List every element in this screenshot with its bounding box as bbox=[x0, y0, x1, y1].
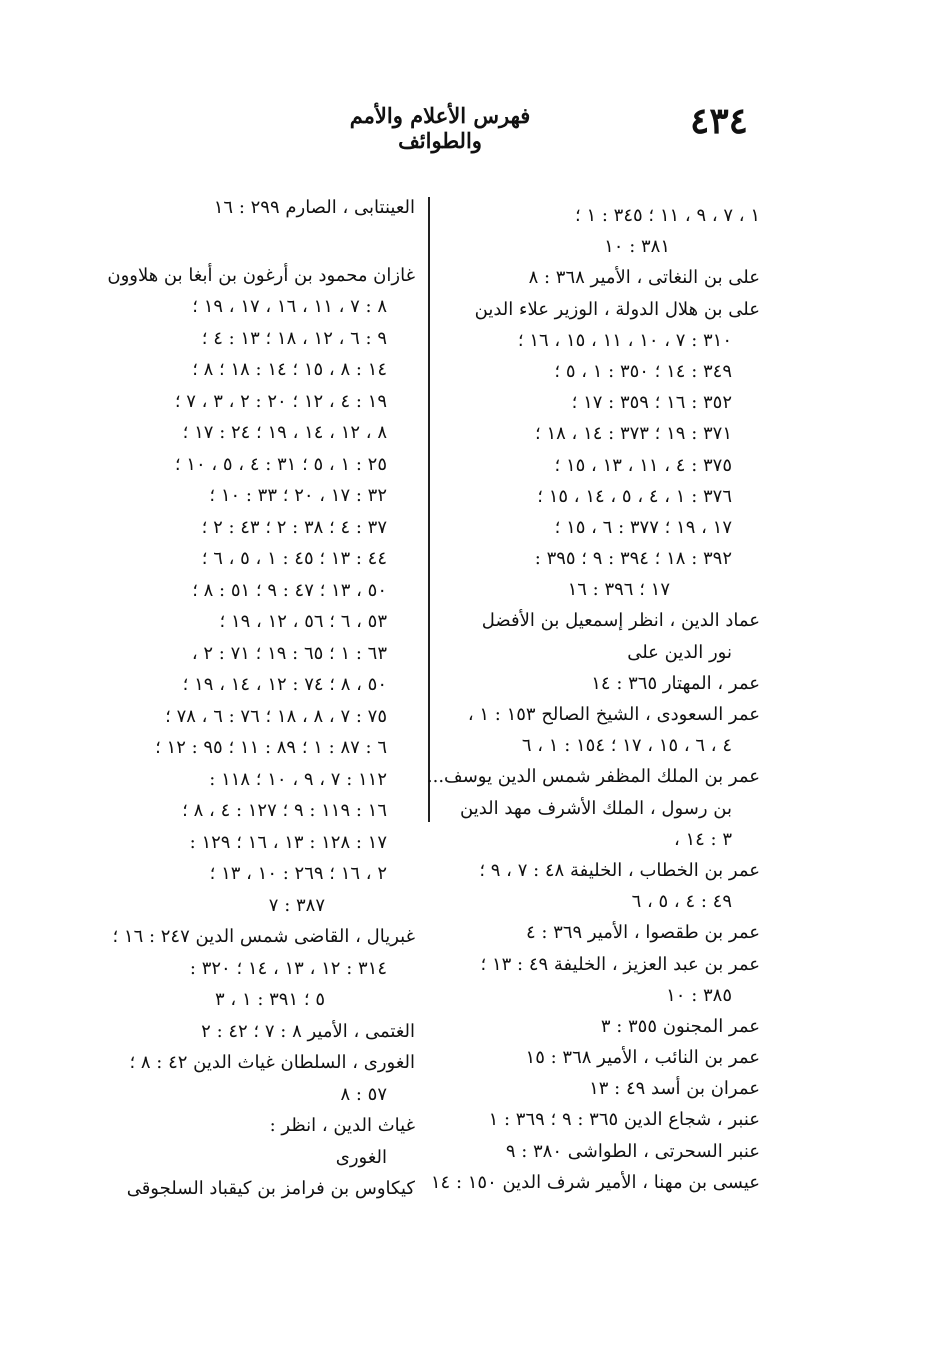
index-line: ٣٨٥ : ١٠ bbox=[666, 984, 732, 1006]
index-entry: عنبر ، شجاع الدين ٣٦٥ : ٩ ؛ ٣٦٩ : ١ bbox=[488, 1109, 760, 1131]
index-line: ٥٧ : ٨ bbox=[340, 1083, 387, 1105]
page-title: فهرس الأعلام والأمم والطوائف bbox=[349, 103, 531, 153]
index-line: ١٧ ، ١٩ ؛ ٣٧٧ : ٦ ، ١٥ ؛ bbox=[554, 516, 732, 538]
index-entry: عمر ، المهتار ٣٦٥ : ١٤ bbox=[591, 672, 760, 694]
index-line: ٤٩ : ٤ ، ٥ ، ٦ bbox=[631, 891, 732, 913]
index-line: ٨ ، ١٢ ، ١٤ ، ١٩ ؛ ٢٤ : ١٧ ؛ bbox=[182, 422, 387, 443]
index-entry: غازان محمود بن أرغون بن أبغا بن هلاوون bbox=[107, 264, 415, 286]
index-entry: عمر السعودى ، الشيخ الصالح ١٥٣ : ١ ، bbox=[467, 704, 760, 725]
index-entry: على بن النغاتى ، الأمير ٣٦٨ : ٨ bbox=[528, 267, 760, 289]
index-line: الغورى bbox=[335, 1146, 387, 1168]
index-line: ٣٧ : ٤ ؛ ٣٨ : ٢ ؛ ٤٣ : ٢ ؛ bbox=[201, 516, 387, 538]
index-entry: الغورى ، السلطان غياث الدين ٤٢ : ٨ ؛ bbox=[129, 1052, 415, 1073]
index-line: ٣١٤ : ١٢ ، ١٣ ، ١٤ ؛ ٣٢٠ : bbox=[189, 957, 387, 979]
index-line: نور الدين على bbox=[627, 641, 732, 663]
index-entry: عيسى بن مهنا ، الأمير شرف الدين ١٥٠ : ١٤ bbox=[430, 1171, 760, 1193]
index-entry: عمر بن الملك المظفر شمس الدين يوسف... bbox=[426, 766, 760, 788]
index-line: ٣٥٢ : ١٦ ؛ ٣٥٩ : ١٧ ؛ bbox=[571, 392, 732, 414]
index-entry: العينتابى ، الصارم ٢٩٩ : ١٦ bbox=[213, 197, 415, 218]
index-line: ٥ ؛ ٣٩١ : ١ ، ٣ bbox=[215, 989, 325, 1010]
index-line: ٣٧٦ : ١ ، ٤ ، ٥ ، ١٤ ، ١٥ ؛ bbox=[537, 485, 732, 507]
index-entry: عمر بن النائب ، الأمير ٣٦٨ : ١٥ bbox=[525, 1047, 760, 1069]
index-line: ٨ : ٧ ، ١١ ، ١٦ ، ١٧ ، ١٩ ؛ bbox=[192, 296, 387, 317]
index-line: ١١٢ : ٧ ، ٩ ، ١٠ ؛ ١١٨ : bbox=[209, 768, 387, 790]
index-line: ٣٢ : ١٧ ، ٢٠ ؛ ٣٣ : ١٠ ؛ bbox=[209, 485, 387, 506]
index-line: ١٩ : ٤ ، ١٢ ؛ ٢٠ : ٢ ، ٣ ، ٧ ؛ bbox=[174, 390, 387, 412]
left-column bbox=[105, 192, 415, 1205]
index-entry: عمر بن طقصوا ، الأمير ٣٦٩ : ٤ bbox=[525, 922, 760, 944]
index-line: ٩ : ٦ ، ١٢ ، ١٨ ؛ ١٣ : ٤ ؛ bbox=[201, 327, 387, 349]
index-line: ٥٠ ، ٨ ؛ ٧٤ : ١٢ ، ١٤ ، ١٩ ؛ bbox=[182, 674, 387, 695]
index-entry: غبريال ، القاضى شمس الدين ٢٤٧ : ١٦ ؛ bbox=[112, 926, 415, 947]
index-line: ٦ : ٨٧ : ١ ؛ ٨٩ : ١١ ؛ ٩٥ : ١٢ ؛ bbox=[155, 737, 387, 758]
index-line: ٥٠ ، ١٣ ؛ ٤٧ : ٩ ؛ ٥١ : ٨ ؛ bbox=[192, 579, 387, 601]
index-line: ٤ ، ٦ ، ١٥ ، ١٧ ؛ ١٥٤ : ١ ، ٦ bbox=[521, 735, 732, 757]
index-line: ٢٥ : ١ ، ٥ ؛ ٣١ : ٤ ، ٥ ، ١٠ ؛ bbox=[174, 453, 387, 475]
index-line: ٢ ، ١٦ ؛ ٢٦٩ : ١٠ ، ١٣ ؛ bbox=[209, 863, 387, 884]
page-number: ٤٣٤ bbox=[689, 100, 748, 142]
index-entry: عمران بن أسد ٤٩ : ١٣ bbox=[589, 1078, 760, 1100]
index-line: بن رسول ، الملك الأشرف مهد الدين bbox=[460, 797, 732, 819]
index-line: ٣٤٩ : ١٤ ؛ ٣٥٠ : ١ ، ٥ ؛ bbox=[554, 360, 732, 382]
index-line: ١٧ : ١٢٨ : ١٣ ، ١٦ ؛ ١٢٩ : bbox=[189, 831, 387, 853]
index-entry: عمر بن الخطاب ، الخليفة ٤٨ : ٧ ، ٩ ؛ bbox=[479, 859, 760, 881]
index-entry: عنبر السحرتى ، الطواشى ٣٨٠ : ٩ bbox=[505, 1140, 760, 1162]
index-entry: كيكاوس بن فرامز بن كيقباد السلجوقى bbox=[126, 1178, 415, 1199]
index-line: ٣٧١ : ١٩ ؛ ٣٧٣ : ١٤ ، ١٨ ؛ bbox=[535, 423, 732, 445]
index-line: ٣٨٧ : ٧ bbox=[268, 894, 325, 916]
index-line: ١٤ : ٨ ، ١٥ ؛ ١٤ : ١٨ ؛ ٨ ؛ bbox=[192, 359, 387, 380]
index-entry: الغتمى ، الأمير ٨ : ٧ ؛ ٤٢ : ٢ bbox=[201, 1020, 415, 1042]
column-divider bbox=[428, 197, 430, 822]
index-line: ١٦ : ١١٩ : ٩ ؛ ١٢٧ : ٤ ، ٨ ؛ bbox=[182, 800, 387, 821]
index-line: ٤٤ : ١٣ ؛ ٤٥ : ١ ، ٥ ، ٦ ؛ bbox=[201, 548, 387, 569]
index-line: ١ ، ٧ ، ٩ ، ١١ ؛ ٣٤٥ : ١ ؛ bbox=[575, 205, 760, 226]
index-line: ٥٣ ، ٦ ؛ ٥٦ ، ١٢ ، ١٩ ؛ bbox=[219, 611, 387, 632]
right-column bbox=[426, 200, 760, 1198]
index-line: ٣١٠ : ٧ ، ١٠ ، ١١ ، ١٥ ، ١٦ ؛ bbox=[517, 329, 732, 351]
index-line: ٧٥ : ٧ ، ٨ ، ١٨ ؛ ٧٦ : ٦ ، ٧٨ ؛ bbox=[165, 705, 387, 727]
index-entry: عمر بن عبد العزيز ، الخليفة ٤٩ : ١٣ ؛ bbox=[480, 953, 760, 975]
index-line: ٦٣ : ١ ؛ ٦٥ : ١٩ ؛ ٧١ : ٢ ، bbox=[191, 642, 387, 664]
index-entry: غياث الدين ، انظر : bbox=[269, 1115, 415, 1136]
index-entry: عماد الدين ، انظر إسمعيل بن الأفضل bbox=[481, 610, 760, 632]
index-entry: عمر المجنون ٣٥٥ : ٣ bbox=[600, 1015, 760, 1037]
index-line: ٣٧٥ : ٤ ، ١١ ، ١٣ ، ١٥ ؛ bbox=[554, 454, 732, 476]
index-line: ٣٨١ : ١٠ bbox=[604, 236, 670, 258]
index-entry: على بن هلال الدولة ، الوزير علاء الدين bbox=[474, 298, 760, 320]
index-line: ٣ : ١٤ ، bbox=[673, 828, 732, 850]
index-line: ١٧ ؛ ٣٩٦ : ١٦ bbox=[567, 579, 670, 601]
entry-gap bbox=[105, 224, 415, 260]
index-line: ٣٩٢ : ١٨ ؛ ٣٩٤ : ٩ ؛ ٣٩٥ : bbox=[534, 548, 732, 570]
